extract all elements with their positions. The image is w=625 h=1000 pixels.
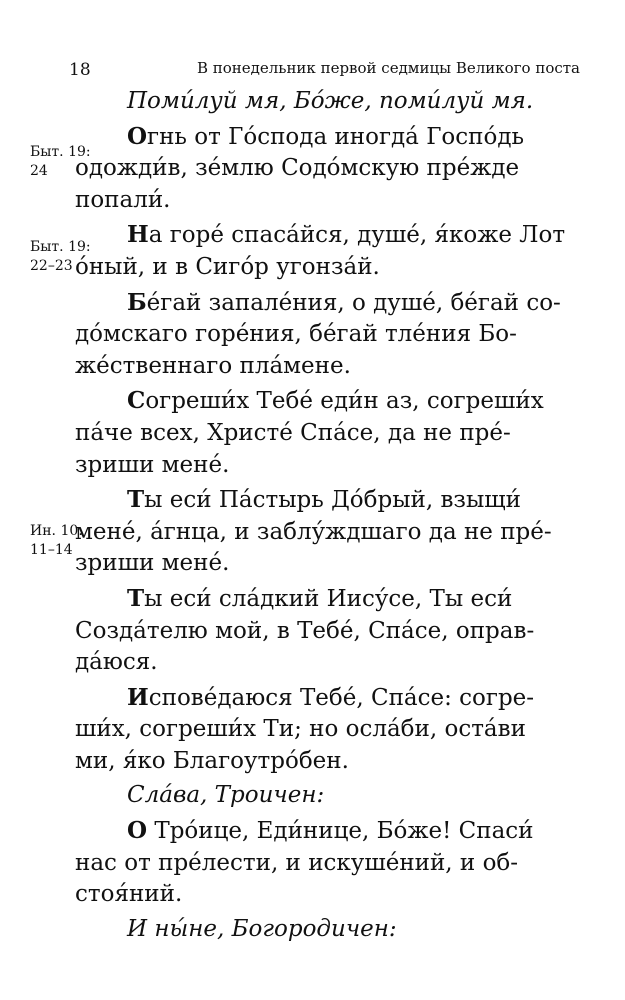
text-line: да́юся. [75, 649, 158, 676]
troparion-paragraph [75, 287, 587, 383]
text-line: Сла́ва, Троичен: [127, 782, 325, 809]
running-title: В понедельник первой седмицы Великого поста [196, 59, 580, 77]
text-line: па́че всех, Христе́ Спа́се, да не пре́- [75, 419, 511, 446]
text-line: И ны́не, Богородичен: [127, 915, 397, 942]
troparion-paragraph [75, 385, 587, 481]
troparion-paragraph [75, 484, 587, 580]
text-line: нас от пре́лести, и искуше́ний, и об- [75, 849, 519, 876]
margin-ref-line: 22–23 [30, 258, 73, 274]
text-line: же́ственнаго пла́мене. [75, 352, 351, 379]
margin-ref-line: Ин. 10: [30, 523, 83, 539]
margin-ref-line: 24 [30, 163, 48, 179]
drop-capital: Н [127, 221, 149, 249]
drop-capital: И [127, 683, 149, 711]
drop-capital: О [127, 122, 148, 150]
text-line: ы еси́ сла́дкий Иису́се, Ты еси́ [144, 585, 513, 612]
drop-capital: Т [127, 486, 145, 514]
margin-ref-line: Быт. 19: [30, 144, 91, 160]
text-line: Тро́ице, Еди́нице, Бо́же! Спаси́ [147, 818, 534, 845]
margin-ref-line: Быт. 19: [30, 239, 91, 255]
text-line: Созда́телю мой, в Тебе́, Спа́се, оправ- [75, 617, 535, 644]
rubric-paragraph [101, 780, 587, 812]
text-line: огреши́х Тебе́ еди́н аз, согреши́х [145, 388, 544, 415]
troparion-paragraph [75, 583, 587, 679]
text-line: сповéдаюся Тебе́, Спа́се: согре- [148, 684, 535, 711]
text-line: стоя́ний. [75, 881, 183, 908]
text-line: ми, я́ко Благоутро́бен. [75, 747, 349, 774]
text-line: о́ный, и в Сиго́р угонза́й. [75, 253, 380, 280]
text-line: а горе́ спаса́йся, душе́, я́коже Лот [148, 222, 566, 249]
text-line: Поми́луй мя, Бо́же, поми́луй мя. [127, 88, 534, 114]
troparion-paragraph [75, 121, 587, 217]
drop-capital: С [127, 387, 146, 415]
text-line: е́гай запале́ния, о душе́, бе́гай со- [146, 289, 561, 316]
troparion-paragraph [75, 815, 587, 911]
text-line: зриши мене́. [75, 451, 230, 478]
drop-capital: Б [127, 288, 147, 316]
refrain-paragraph [101, 86, 587, 118]
text-line: мене́, а́гнца, и заблу́ждшаго да не пре́- [75, 518, 552, 545]
text-line: зриши мене́. [75, 550, 230, 577]
text-line: ы еси́ Па́стырь До́брый, взыщи́ [144, 487, 521, 514]
troparion-paragraph [75, 682, 587, 778]
page-number: 18 [69, 60, 91, 80]
text-line: одожди́в, зе́млю Содо́мскую пре́жде [75, 155, 520, 182]
drop-capital: Т [127, 584, 145, 612]
margin-ref-line: 11–14 [30, 542, 73, 558]
troparion-paragraph [75, 219, 587, 283]
text-line: попали́. [75, 186, 171, 213]
text-line: гнь от Го́спода иногда́ Госпо́дь [147, 123, 525, 150]
drop-capital: О [127, 817, 148, 845]
rubric-paragraph [101, 914, 587, 946]
text-line: ши́х, согреши́х Ти; но осла́би, оста́ви [75, 716, 526, 743]
text-line: до́мскаго горе́ния, бе́гай тле́ния Бо- [75, 321, 517, 348]
main-text [75, 86, 587, 948]
